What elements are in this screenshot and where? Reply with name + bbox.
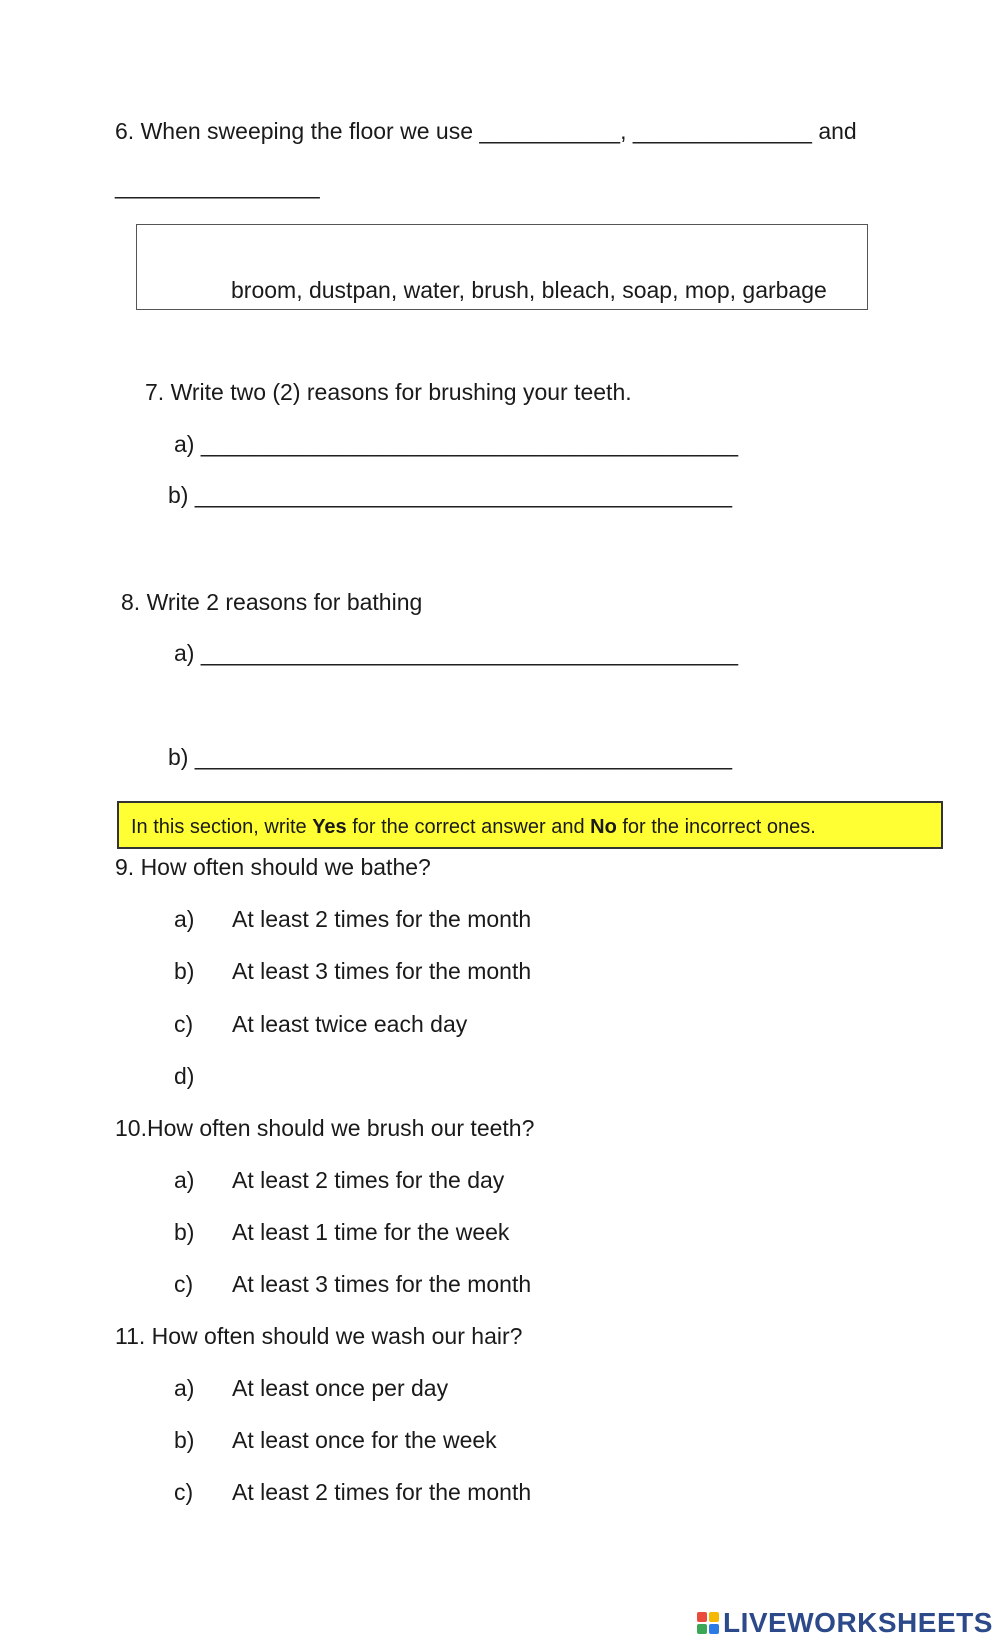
- q11-option-a-text[interactable]: At least once per day: [232, 1375, 449, 1401]
- instruction-post: for the incorrect ones.: [616, 816, 816, 838]
- instruction-banner: [117, 801, 943, 849]
- q11-option-b-text[interactable]: At least once for the week: [232, 1427, 497, 1453]
- q10-option-b-letter: b): [174, 1219, 195, 1245]
- logo-text: LIVEWORKSHEETS: [723, 1607, 993, 1638]
- q11-option-b-letter: b): [174, 1427, 195, 1453]
- instruction-no: No: [590, 816, 617, 838]
- word-bank-box: [136, 224, 868, 310]
- q9-option-b-letter: b): [174, 958, 195, 984]
- liveworksheets-logo: [697, 1608, 993, 1638]
- question-10-text: 10.How often should we brush our teeth?: [115, 1115, 535, 1141]
- q10-option-a-letter: a): [174, 1167, 195, 1193]
- q9-option-a-letter: a): [174, 906, 195, 932]
- q10-option-c-text[interactable]: At least 3 times for the month: [232, 1271, 532, 1297]
- question-6-blank-line[interactable]: ________________: [115, 173, 320, 199]
- word-bank-text: broom, dustpan, water, brush, bleach, soap, mop, garbage: [231, 277, 827, 303]
- instruction-pre: In this section, write: [131, 816, 313, 838]
- q9-option-c-letter: c): [174, 1011, 194, 1037]
- q11-option-a-letter: a): [174, 1375, 195, 1401]
- q9-option-d-letter: d): [174, 1063, 195, 1089]
- q9-option-a-text[interactable]: At least 2 times for the month: [232, 906, 532, 932]
- question-8-answer-a[interactable]: a) __________________________________________: [174, 640, 739, 666]
- q10-option-b-text[interactable]: At least 1 time for the week: [232, 1219, 510, 1245]
- question-6-text: 6. When sweeping the floor we use ___________, ______________ and: [115, 118, 857, 144]
- instruction-mid: for the correct answer and: [346, 816, 591, 838]
- q9-option-c-text[interactable]: At least twice each day: [232, 1011, 468, 1037]
- q11-option-c-text[interactable]: At least 2 times for the month: [232, 1479, 532, 1505]
- question-7-text: 7. Write two (2) reasons for brushing your teeth.: [145, 379, 632, 405]
- question-11-text: 11. How often should we wash our hair?: [115, 1323, 523, 1349]
- q10-option-c-letter: c): [174, 1271, 194, 1297]
- instruction-yes: Yes: [312, 816, 347, 838]
- question-8-text: 8. Write 2 reasons for bathing: [121, 589, 423, 615]
- question-7-answer-b[interactable]: b) __________________________________________: [168, 482, 733, 508]
- q11-option-c-letter: c): [174, 1479, 194, 1505]
- liveworksheets-logo-icon: [697, 1612, 719, 1634]
- question-9-text: 9. How often should we bathe?: [115, 854, 431, 880]
- question-8-answer-b[interactable]: b) __________________________________________: [168, 744, 733, 770]
- question-7-answer-a[interactable]: a) __________________________________________: [174, 431, 739, 457]
- q10-option-a-text[interactable]: At least 2 times for the day: [232, 1167, 505, 1193]
- q9-option-b-text[interactable]: At least 3 times for the month: [232, 958, 532, 984]
